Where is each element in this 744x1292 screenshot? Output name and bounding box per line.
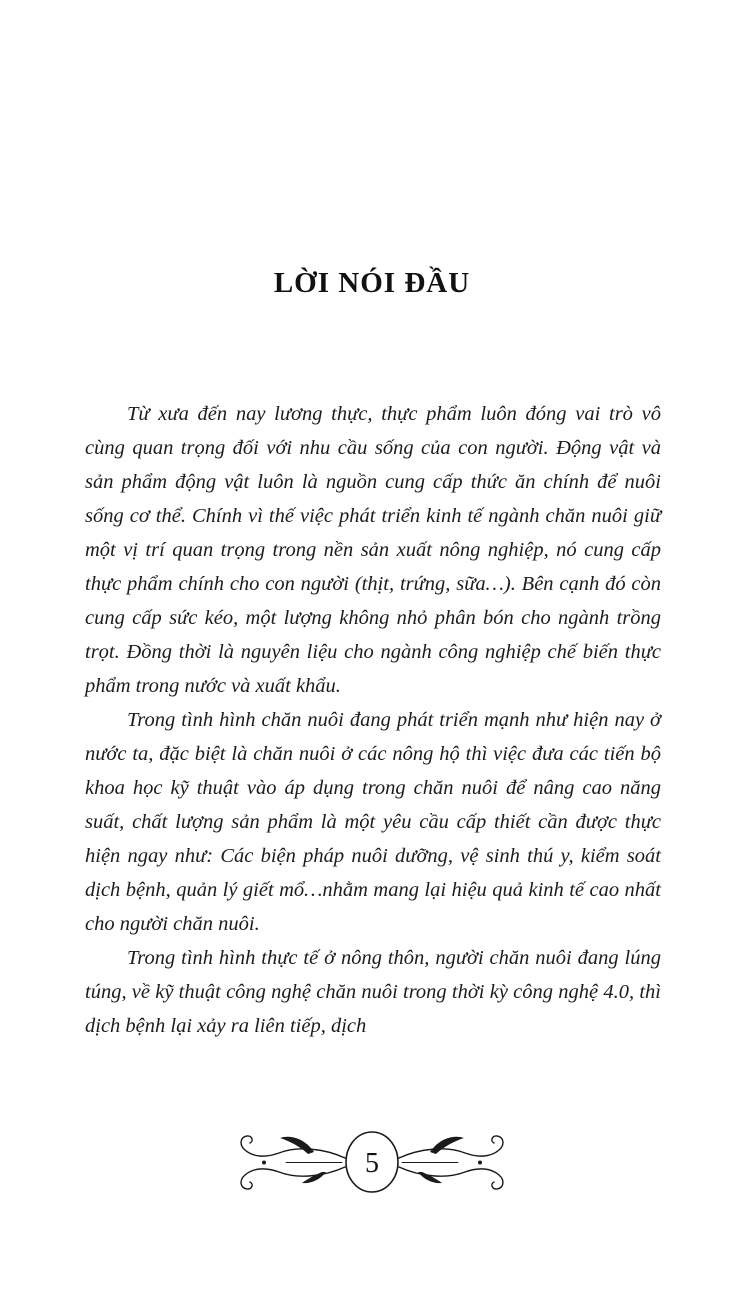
body-text-block bbox=[85, 397, 661, 1043]
footer-ornament bbox=[222, 1122, 522, 1204]
flourish-right bbox=[399, 1136, 503, 1189]
paragraph: Trong tình hình chăn nuôi đang phát triển mạnh như hiện nay ở nước ta, đặc biệt là chăn nuôi ở các nông hộ thì việc đưa các tiến bộ khoa học kỹ thuật vào áp dụng trong chăn nuôi để nâng cao năng suất, chất lượng sản phẩm là một yêu cầu cấp thiết cần được thực hiện ngay như: Các biện pháp nuôi dưỡng, vệ sinh thú y, kiểm soát dịch bệnh, quản lý giết mổ…nhằm mang lại hiệu quả kinh tế cao nhất cho người chăn nuôi. bbox=[85, 709, 661, 935]
page-footer bbox=[0, 1122, 744, 1204]
paragraph: Trong tình hình thực tế ở nông thôn, người chăn nuôi đang lúng túng, về kỹ thuật công nghệ chăn nuôi trong thời kỳ công nghệ 4.0, thì dịch bệnh lại xảy ra liên tiếp, dịch bbox=[85, 947, 661, 1037]
page-title: LỜI NÓI ĐẦU bbox=[273, 267, 471, 300]
flourish-left bbox=[241, 1136, 345, 1189]
page-number: 5 bbox=[365, 1148, 379, 1179]
paragraph: Từ xưa đến nay lương thực, thực phẩm luôn đóng vai trò vô cùng quan trọng đối với nhu cầu sống của con người. Động vật và sản phẩm động vật luôn là nguồn cung cấp thức ăn chính để nuôi sống cơ thể. Chính vì thế việc phát triển kinh tế ngành chăn nuôi giữ một vị trí quan trọng trong nền sản xuất nông nghiệp, nó cung cấp thực phẩm chính cho con người (thịt, trứng, sữa…). Bên cạnh đó còn cung cấp sức kéo, một lượng không nhỏ phân bón cho ngành trồng trọt. Đồng thời là nguyên liệu cho ngành công nghiệp chế biến thực phẩm trong nước và xuất khẩu. bbox=[85, 403, 661, 697]
